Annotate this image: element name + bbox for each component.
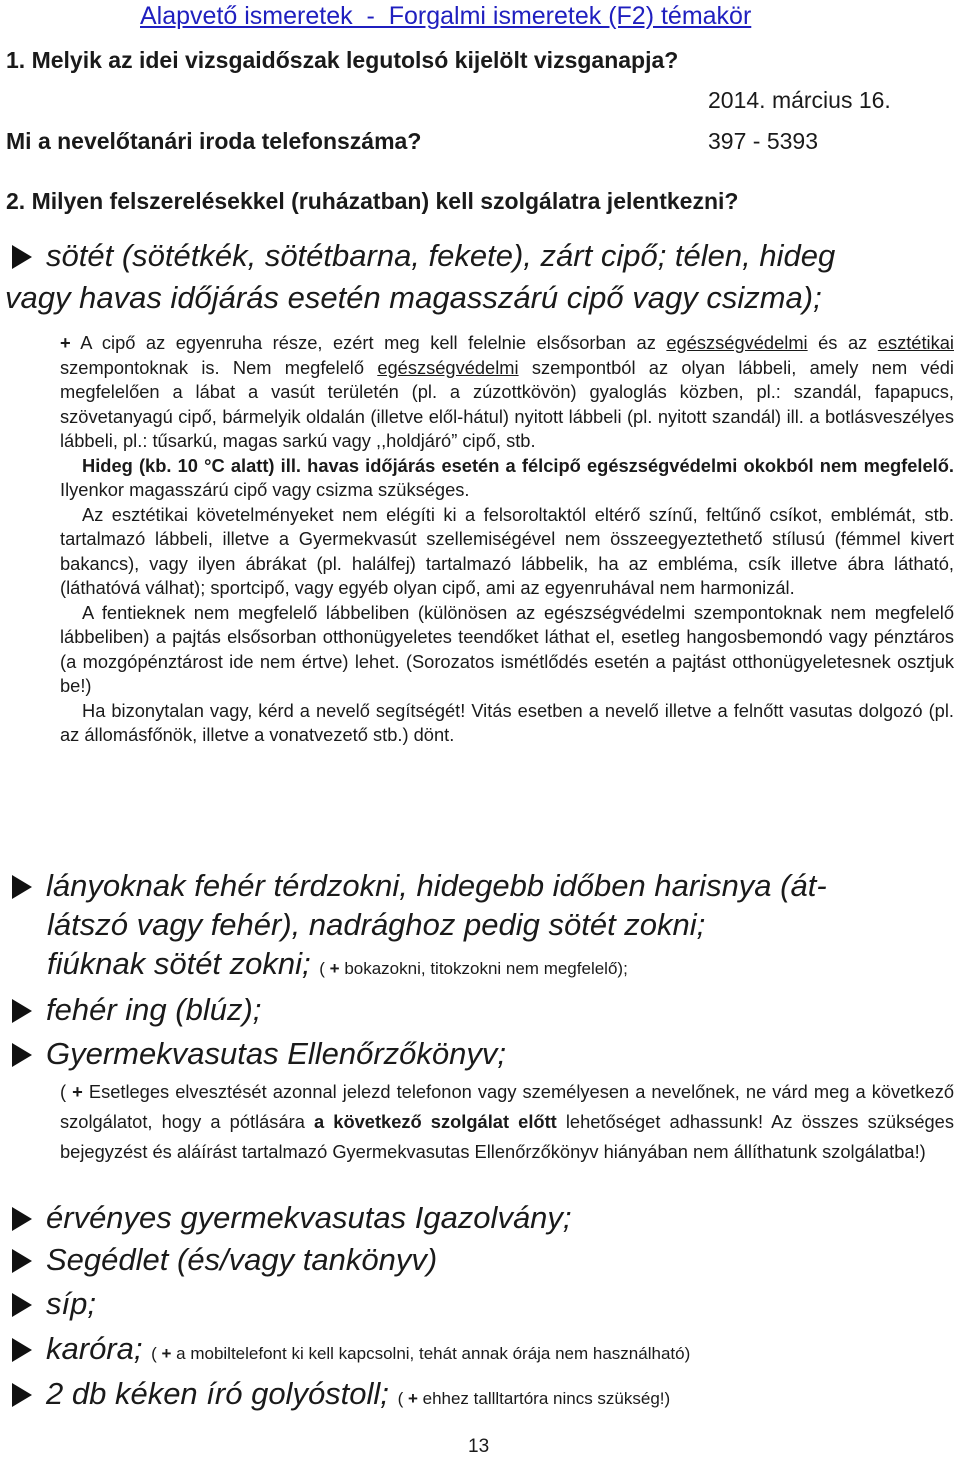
- bullet-pens: 2 db kéken író golyóstoll; ( + ehhez tallltartóra nincs szükség!): [12, 1374, 670, 1419]
- bullet-checkbook: Gyermekvasutas Ellenőrzőkönyv;: [12, 1034, 506, 1074]
- bullet-watch: karóra; ( + a mobiltelefont ki kell kapcsolni, tehát annak órája nem használható): [12, 1329, 690, 1374]
- arrow-bullet-icon: [12, 1207, 32, 1231]
- bullet-shirt: fehér ing (blúz);: [12, 990, 261, 1030]
- page-number: 13: [468, 1436, 490, 1457]
- plus-icon: +: [407, 1389, 418, 1408]
- bullet-socks: lányoknak fehér térdzokni, hidegebb időben harisnya (át-: [12, 866, 827, 906]
- arrow-bullet-icon: [12, 875, 32, 899]
- bullet-whistle: síp;: [12, 1284, 96, 1324]
- arrow-bullet-icon: [12, 1383, 32, 1407]
- answer-1b: 397 - 5393: [708, 128, 818, 154]
- bullet-shoes-line2: vagy havas időjárás esetén magasszárú cipő vagy csizma);: [5, 280, 822, 315]
- plus-icon: +: [329, 959, 340, 978]
- page-header: Alapvető ismeretek - Forgalmi ismeretek (F2) témakör: [140, 2, 752, 30]
- plus-icon: +: [72, 1081, 83, 1102]
- arrow-bullet-icon: [12, 999, 32, 1023]
- bullet-socks-line2: látszó vagy fehér), nadrághoz pedig sötét zokni;: [47, 907, 706, 942]
- bullet-shoes-line1: sötét (sötétkék, sötétbarna, fekete), zárt cipő; télen, hideg: [46, 238, 836, 273]
- plus-icon: +: [161, 1344, 172, 1363]
- question-1: 1. Melyik az idei vizsgaidőszak legutolsó kijelölt vizsganapja?: [6, 47, 679, 73]
- plus-icon: +: [60, 332, 71, 353]
- bullet-socks-line3: fiúknak sötét zokni; ( + bokazokni, titokzokni nem megfelelő);: [47, 946, 628, 981]
- question-2: 2. Milyen felszerelésekkel (ruházatban) kell szolgálatra jelentkezni?: [6, 188, 739, 214]
- bullet-guide: Segédlet (és/vagy tankönyv): [12, 1240, 437, 1280]
- shoes-explanation: + A cipő az egyenruha része, ezért meg kell felelnie elsősorban az egészségvédelmi és az esztétikai szempontoknak is. Nem megfelelő egészségvédelmi szempontból az olyan lábbeli, amely nem védi megfelelően a lábat a vasút területén (pl. a zúzottkövön) gyaloglás közben, pl.: szandál, fapapucs, szövetanyagú cipő, bármelyik oldalán (illetve elől-hátul) nyitott lábbeli (pl. nyitott szandál) ill. a botlásveszélyes lábbeli, pl.: tűsarkú, magas sarkú vagy ,,holdjáró” cipő, stb. Hideg (kb. 10 °C alatt) ill. havas időjárás esetén a félcipő egészségvédelmi okokból nem megfelelő. Ilyenkor magasszárú cipő vagy csizma szükséges. Az esztétikai követelményeket nem elégíti ki a felsoroltaktól eltérő színű, feltűnő csíkot, emblémát, stb. tartalmazó lábbeli, illetve a Gyermekvasút szellemiségével nem összeegyeztethető stílusú (fémmel kivert bakancs), vagy ilyen ábrákat (pl. halálfej) tartalmazó lábbelik, ha az embléma, csík illetve ábra látható, (láthatóvá válhat); sportcipő, vagy egyéb olyan cipő, ami az egyenruhával nem harmonizál. A fentieknek nem megfelelő lábbeliben (különösen az egészségvédelmi szempontoknak nem megfelelő lábbeliben) a pajtás elsősorban otthonügyeletes teendőket láthat el, esetleg hangosbemondó vagy pénztáros (a mozgópénztárost ide nem értve) lehet. (Sorozatos ismétlődés esetén a pajtást otthonügyeletesnek osztjuk be!) Ha bizonytalan vagy, kérd a nevelő segítségét! Vitás esetben a nevelő illetve a felnőtt vasutas dolgozó (pl. az állomásfőnök, illetve a vonatvezető stb.) dönt.: [60, 332, 954, 745]
- arrow-bullet-icon: [12, 1043, 32, 1067]
- arrow-bullet-icon: [12, 1249, 32, 1273]
- arrow-bullet-icon: [12, 1338, 32, 1362]
- answer-1: 2014. március 16.: [708, 87, 891, 113]
- arrow-bullet-icon: [12, 245, 32, 269]
- arrow-bullet-icon: [12, 1293, 32, 1317]
- checkbook-note: ( + Esetleges elvesztését azonnal jelezd telefonon vagy személyesen a nevelőnek, ne várd meg a következő szolgálatot, hogy a pótlására a következő szolgálat előtt lehetőséget adhassunk! Az összes szükséges bejegyzést és aláírást tartalmazó Gyermekvasutas Ellenőrzőkönyv hiányában nem állíthatunk szolgálatba!): [60, 1081, 955, 1162]
- bullet-shoes: [12, 236, 835, 276]
- question-1b: Mi a nevelőtanári iroda telefonszáma?: [6, 128, 422, 154]
- bullet-id: érvényes gyermekvasutas Igazolvány;: [12, 1198, 572, 1238]
